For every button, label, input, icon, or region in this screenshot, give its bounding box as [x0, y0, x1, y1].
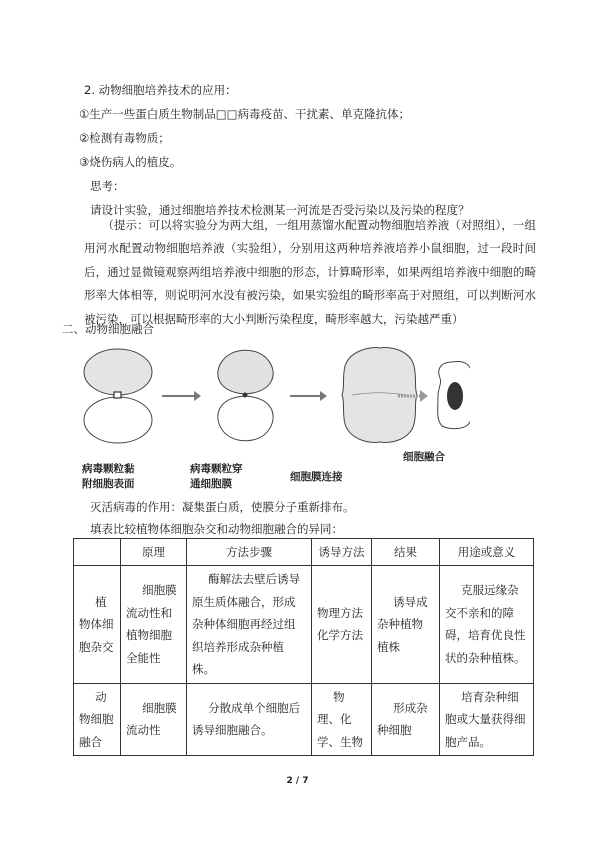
think-label: 思考：: [90, 179, 125, 193]
table-header-cell: 原理: [121, 539, 187, 566]
table-cell: 植物体细胞杂交: [74, 566, 121, 684]
fused-cells-stage2: [218, 350, 273, 394]
figure-label: 病毒颗粒黏: [82, 463, 135, 475]
table-cell: 物理方法化学方法: [312, 566, 372, 684]
table-cell: 动物细胞融合: [74, 683, 121, 756]
table-header-cell: 用途或意义: [440, 539, 534, 566]
table-row: [74, 566, 534, 684]
table-header-cell: 结果: [372, 539, 440, 566]
table-header-row: [74, 539, 534, 566]
table-cell: 分散成单个细胞后诱导细胞融合。: [187, 683, 312, 756]
hint-paragraph: （提示：可以将实验分为两大组，一组用蒸馏水配置动物细胞培养液（对照组），一组用河水配置动物细胞培养液（实验组），分别用这两种培养液培养小鼠细胞，过一段时间后，通过显微镜观察两组培养液中细胞的形态，计算畸形率，如果两组培养液中细胞的畸形率大体相等，则说明河水没有被污染，如果实验组的畸形率高于对照组，可以判断河水被污染，可以根据畸形率的大小判断污染程度，畸形率越大，污染越严重）: [84, 218, 536, 326]
figure-label: 细胞融合: [403, 451, 445, 463]
figure-label: 通细胞膜: [190, 478, 232, 490]
table-cell: 物理、化学、生物: [312, 683, 372, 756]
section-title: 2. 动物细胞培养技术的应用：: [84, 83, 237, 97]
arrow-icon: [290, 391, 327, 401]
cell-upper: [84, 349, 152, 395]
virus-note: 灭活病毒的作用：凝集蛋白质，使膜分子重新排布。: [90, 500, 355, 514]
table-header-cell: [74, 539, 121, 566]
cell-lower: [84, 397, 152, 443]
virus-particle-icon: [114, 392, 121, 398]
figure-label: 附细胞表面: [82, 478, 135, 490]
list-item: ②检测有毒物质；: [79, 131, 170, 145]
arrow-icon: [162, 391, 201, 401]
table-cell: 细胞膜流动性和植物细胞全能性: [121, 566, 187, 684]
figure-label: 病毒颗粒穿: [190, 463, 243, 475]
list-item: ③烧伤病人的植皮。: [79, 155, 182, 169]
question: 请设计实验，通过细胞培养技术检测某一河流是否受污染以及污染的程度？: [90, 203, 470, 217]
section-heading: 二、动物细胞融合: [62, 322, 154, 336]
list-item: ①生产一些蛋白质生物制品□□病毒疫苗、干扰素、单克隆抗体；: [79, 107, 411, 121]
virus-particle-icon: [243, 393, 248, 398]
table-header-cell: 诱导方法: [312, 539, 372, 566]
table-row: [74, 683, 534, 756]
table-intro: 填表比较植物体细胞杂交和动物细胞融合的异同：: [90, 522, 343, 536]
figure-label: 细胞膜连接: [290, 471, 343, 483]
table-cell: 诱导成杂种植物植株: [372, 566, 440, 684]
page-number: 2 / 7: [286, 776, 309, 786]
table-cell: 酶解法去壁后诱导原生质体融合，形成杂种体细胞再经过组织培养形成杂种植株。: [187, 566, 312, 684]
table-cell: 形成杂种细胞: [372, 683, 440, 756]
table-header-cell: 方法步骤: [187, 539, 312, 566]
nucleus: [447, 382, 463, 410]
table-cell: 细胞膜流动性: [121, 683, 187, 756]
comparison-table: [73, 538, 534, 756]
table-cell: 克服远缘杂交不亲和的障碍，培育优良性状的杂种植株。: [440, 566, 534, 684]
table-cell: 培育杂种细胞或大量获得细胞产品。: [440, 683, 534, 756]
